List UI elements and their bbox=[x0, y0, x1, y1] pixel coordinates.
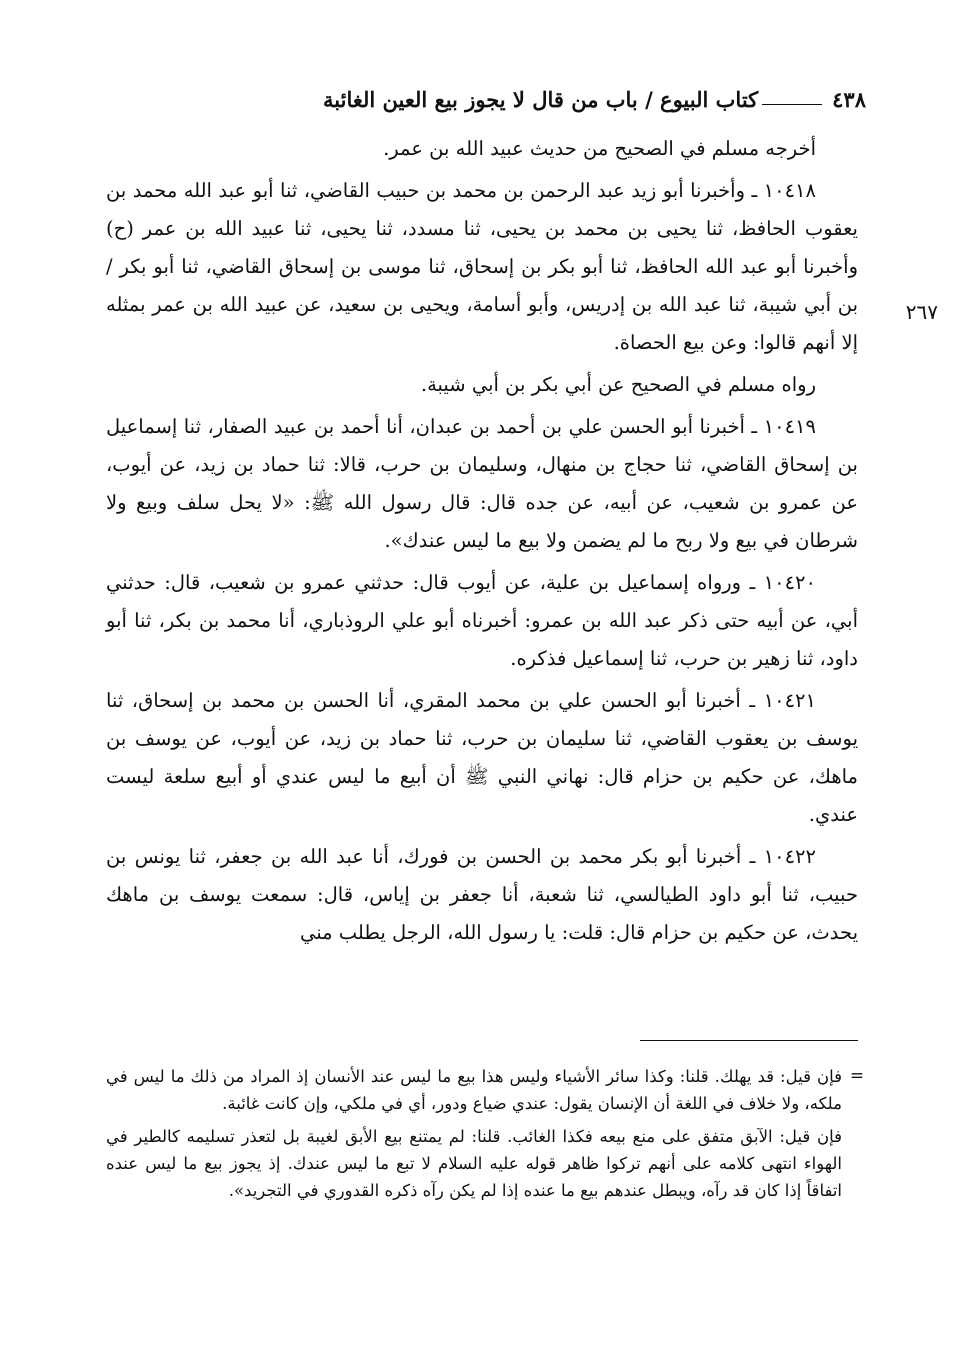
takhrij-note: رواه مسلم في الصحيح عن أبي بكر بن أبي شيبة. bbox=[420, 373, 816, 396]
main-text bbox=[106, 130, 858, 952]
takhrij-note: أخرجه مسلم في الصحيح من حديث عبيد الله بن عمر. bbox=[383, 137, 816, 160]
footnote-paragraph: فإن قيل: الآبق متفق على منع بيعه فكذا الغائب. قلنا: لم يمتنع بيع الأبق لغيبة بل لتعذر تسليمه كالطير في الهواء انتهى كلامه على أنهم تركوا ظاهر قوله عليه السلام لا تبع ما ليس عندك. إذ يجوز بيع ما ليس عنده اتفاقاً إذا كان قد رآه، ويبطل عندهم بيع ما عنده إذا لم يكن رآه ذكره القدوري في التجريد». bbox=[106, 1127, 842, 1200]
hadith-10419: ١٠٤١٩ ـ أخبرنا أبو الحسن علي بن أحمد بن عبدان، أنا أحمد بن عبيد الصفار، ثنا إسماعيل بن إسحاق القاضي، ثنا حجاج بن منهال، وسليمان بن حرب، قالا: ثنا حماد بن زيد، عن أيوب، عن عمرو بن شعيب، عن أبيه، عن جده قال: قال رسول الله ﷺ: «لا يحل سلف وبيع ولا شرطان في بيع ولا ربح ما لم يضمن ولا بيع ما ليس عندك». bbox=[106, 415, 858, 552]
footnote-continuation-marker: = bbox=[849, 1066, 865, 1086]
manuscript-page-marker: ٢٦٧ bbox=[905, 300, 938, 324]
header-rule bbox=[762, 104, 822, 105]
footnotes bbox=[106, 1063, 842, 1210]
hadith-10421: ١٠٤٢١ ـ أخبرنا أبو الحسن علي بن محمد المقري، أنا الحسن بن محمد بن إسحاق، ثنا يوسف بن يعقوب القاضي، ثنا سليمان بن حرب، ثنا حماد بن زيد، عن أيوب، عن يوسف بن ماهك، عن حكيم بن حزام قال: نهاني النبي ﷺ أن أبيع ما ليس عندي أو أبيع سلعة ليست عندي. bbox=[106, 689, 858, 826]
hadith-10418: ١٠٤١٨ ـ وأخبرنا أبو زيد عبد الرحمن بن محمد بن حبيب القاضي، ثنا أبو عبد الله محمد بن يعقوب الحافظ، ثنا يحيى بن محمد بن يحيى، ثنا مسدد، ثنا يحيى، ثنا عبيد الله بن عمر (ح) وأخبرنا أبو عبد الله الحافظ، ثنا أبو بكر بن إسحاق، ثنا موسى بن إسحاق القاضي، ثنا أبو بكر / بن أبي شيبة، ثنا عبد الله بن إدريس، وأبو أسامة، ويحيى بن سعيد، عن عبيد الله بن عمر بمثله إلا أنهم قالوا: وعن بيع الحصاة. bbox=[106, 179, 858, 354]
hadith-10422: ١٠٤٢٢ ـ أخبرنا أبو بكر محمد بن الحسن بن فورك، أنا عبد الله بن جعفر، ثنا يونس بن حبيب، ثنا أبو داود الطيالسي، ثنا شعبة، أنا جعفر بن إياس، قال: سمعت يوسف بن ماهك يحدث، عن حكيم بن حزام قال: قلت: يا رسول الله، الرجل يطلب مني bbox=[106, 845, 858, 944]
footnote-separator bbox=[640, 1040, 858, 1041]
page-number: ٤٣٨ bbox=[832, 87, 866, 112]
footnote-paragraph: فإن قيل: قد يهلك. قلنا: وكذا سائر الأشياء وليس هذا بيع ما ليس عند الأنسان إذ المراد من ذلك ما ليس في ملكه، ولا خلاف في اللغة أن الإنسان يقول: عندي ضياع ودور، أي في ملكي، وإن كانت غائبة. bbox=[106, 1067, 842, 1113]
hadith-10420: ١٠٤٢٠ ـ ورواه إسماعيل بن علية، عن أيوب قال: حدثني عمرو بن شعيب، قال: حدثني أبي، عن أبيه حتى ذكر عبد الله بن عمرو: أخبرناه أبو علي الروذباري، أنا محمد بن بكر، ثنا أبو داود، ثنا زهير بن حرب، ثنا إسماعيل فذكره. bbox=[106, 571, 858, 670]
running-title: كتاب البيوع / باب من قال لا يجوز بيع العين الغائبة bbox=[323, 87, 759, 112]
running-header bbox=[92, 78, 866, 112]
